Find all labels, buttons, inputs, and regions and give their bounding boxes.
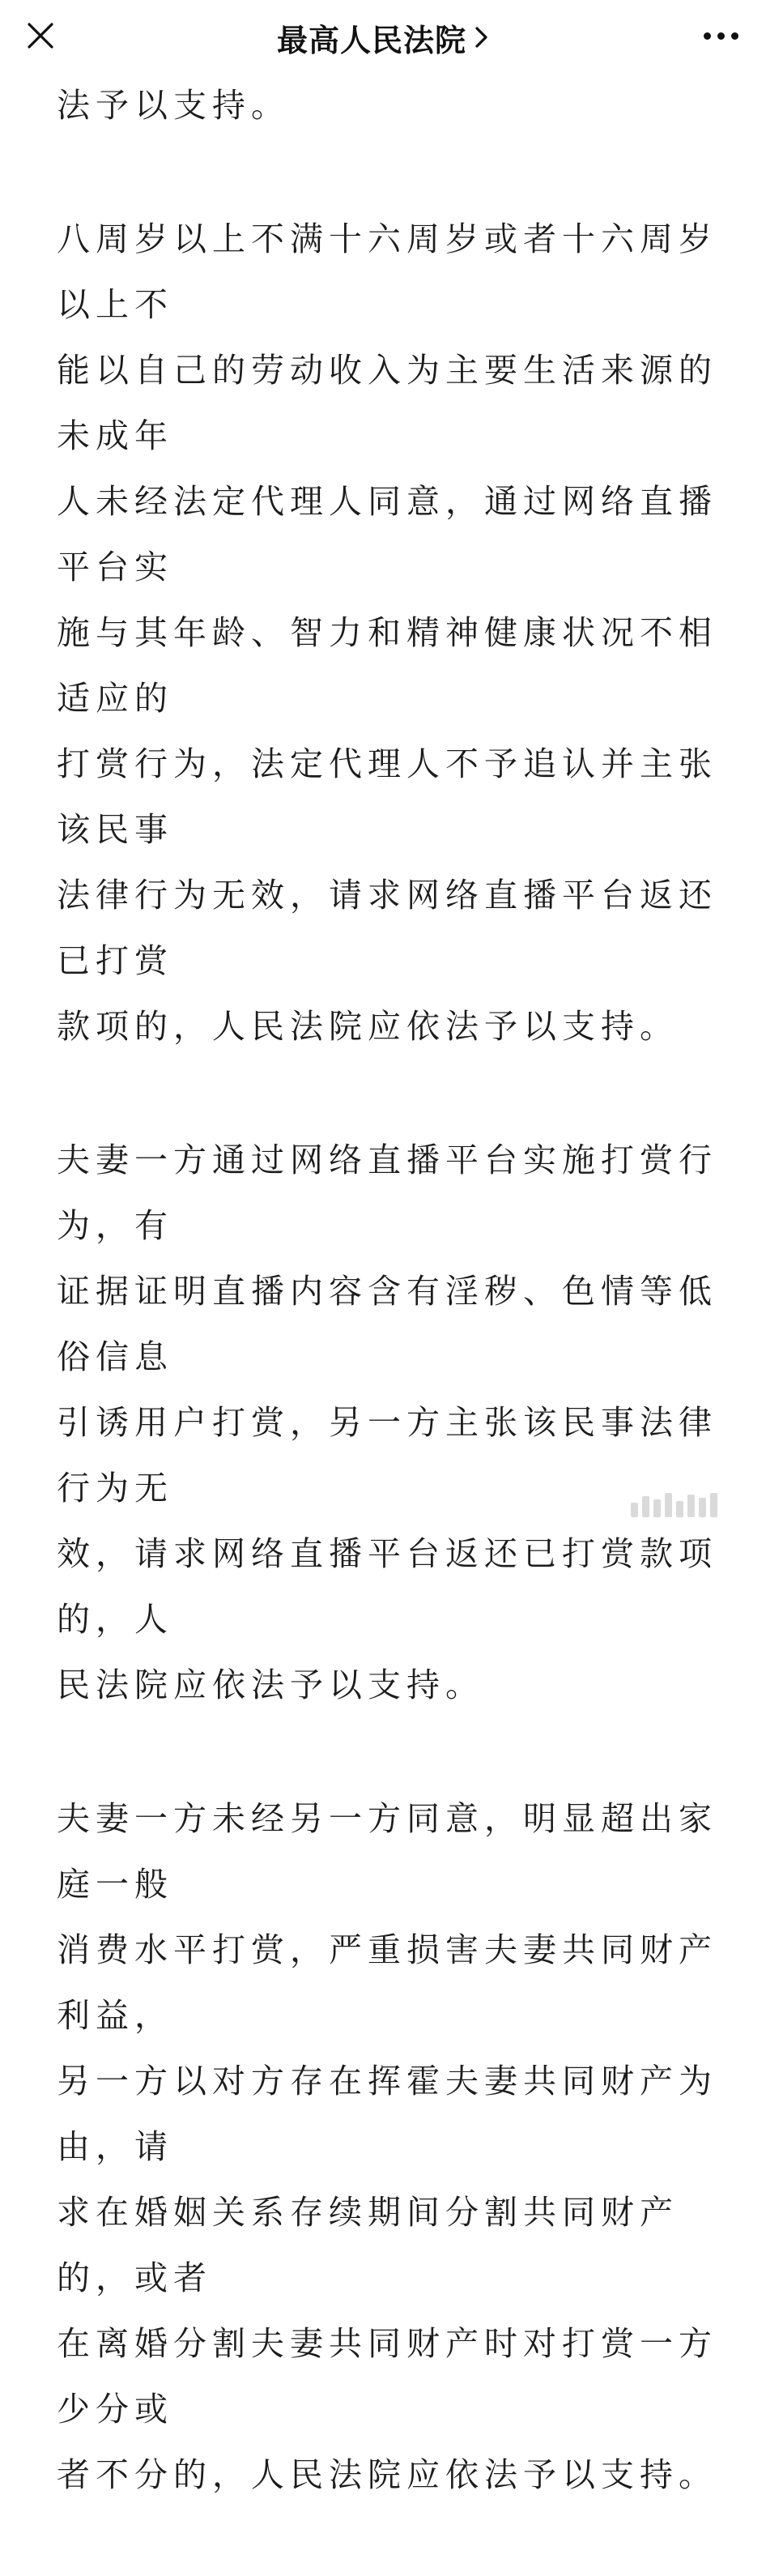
watermark-logo: [631, 1493, 717, 1517]
more-horizontal-icon: [717, 32, 725, 40]
account-title-link[interactable]: [213, 15, 553, 60]
page-title: 最高人民法院: [276, 22, 466, 58]
article-paragraph: 夫妻一方通过网络直播平台实施打赏行为，有 证据证明直播内容含有淫秽、色情等低俗信息 引诱用户打赏，另一方主张该民事法律行为无 效，请求网络直播平台返还已打赏款项的，人 民法院应依法予以支持。: [57, 1141, 717, 1704]
more-button[interactable]: [695, 13, 747, 58]
chevron-right-icon: [474, 25, 489, 49]
more-horizontal-icon: [731, 32, 738, 40]
close-icon: [27, 22, 54, 49]
article-body: [57, 73, 721, 2576]
close-button[interactable]: [18, 13, 63, 58]
top-bar: [0, 0, 766, 78]
article-paragraph: 八周岁以上不满十六周岁或者十六周岁以上不 能以自己的劳动收入为主要生活来源的未成年 人未经法定代理人同意，通过网络直播平台实 施与其年龄、智力和精神健康状况不相适应的 打赏行为，法定代理人不予追认并主张该民事 法律行为无效，请求网络直播平台返还已打赏 款项的，人民法院应依法予以支持。: [57, 220, 717, 1046]
more-horizontal-icon: [704, 32, 711, 40]
article-paragraph: 夫妻一方未经另一方同意，明显超出家庭一般 消费水平打赏，严重损害夫妻共同财产利益， 另一方以对方存在挥霍夫妻共同财产为由，请 求在婚姻关系存续期间分割共同财产的，或者 在离婚分割夫妻共同财产时对打赏一方少分或 者不分的，人民法院应依法予以支持。: [57, 1799, 717, 2494]
article-paragraph: 法予以支持。: [57, 86, 290, 125]
